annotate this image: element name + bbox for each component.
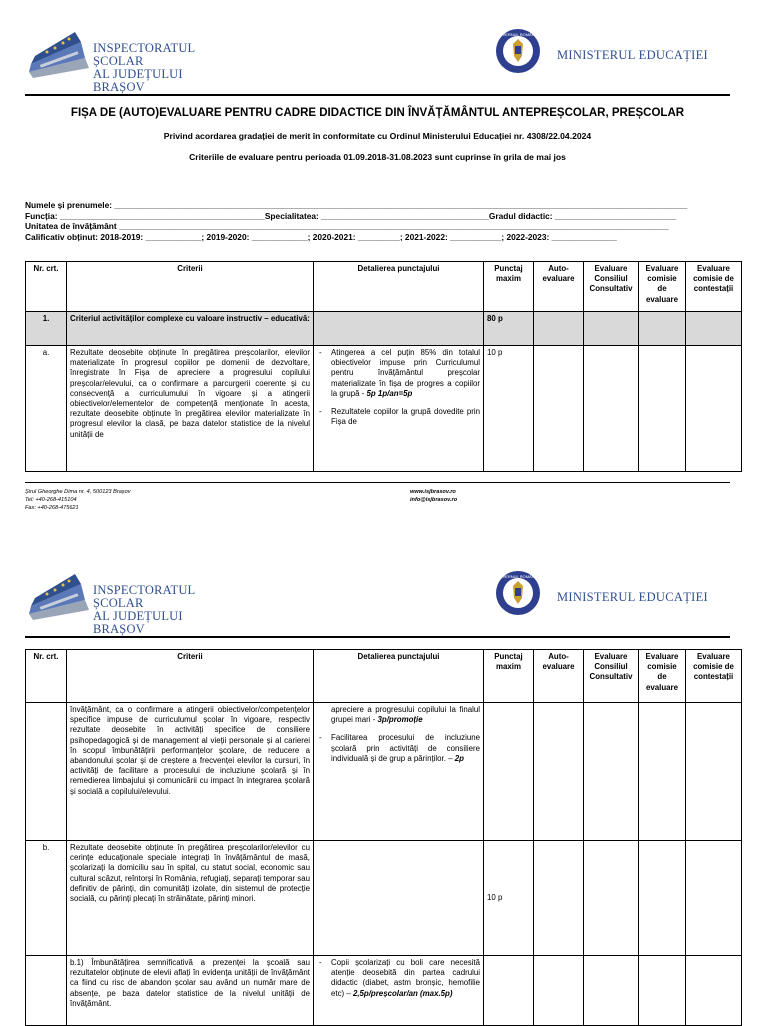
rowa-criteria: Rezultate deosebite obținute în pregătirea preșcolarilor, elevilor materializate în progresul copiilor pe domenii de dezvoltare, înregistrate în Fișa de apreciere a progresului copilului preșcolar/elevului, ca o confirmare a parcurgerii coerente și cu consecvență a curriculumului în vigoare și a atingerii obiectivelor/elementelor de competență menționate în acesta, rezultate deosebite obținute în pregătirea elevilor materializate în progresul elevilor la clasă, pe baza datelor statistice de la nivelul unității de	[67, 346, 314, 472]
table-row-b	[26, 841, 742, 956]
field-unit[interactable]: Unitatea de învățământ ______________________________________________________________________________________________________________________	[25, 221, 669, 231]
rowa-appeal[interactable]	[686, 346, 742, 472]
col-criteria: Criterii	[67, 262, 314, 312]
title-block	[25, 107, 730, 162]
rowa-detail3-points: 2p	[454, 753, 464, 763]
col-detail: Detalierea punctajului	[314, 262, 484, 312]
row1-council[interactable]	[584, 312, 639, 346]
rowa-max: 10 p	[484, 346, 534, 472]
col-appeal: Evaluare comisie de contestații	[686, 262, 742, 312]
row1-committee[interactable]	[639, 312, 686, 346]
rowa-cont-council[interactable]	[584, 703, 639, 841]
table-row-a-cont	[26, 703, 742, 841]
rowa-cont-criteria: învățământ, ca o confirmare a atingerii obiectivelor/competențelor specifice impuse de curriculumul școlar în vigoare, respectiv rezultate deosebite în activități specifice de consiliere psihopedagogică și de management al vieții personale și al carierei în scopul îmbunătățirii performanțelor școlare, de reducere a abandonului școlar și de creștere a frecvenței elevilor la cursuri, în activități de facilitare a procesului de incluziune școlară și în remedierea limbajului și comunicării cu impact în integrarea școlară și socială a copilului/elevului.	[67, 703, 314, 841]
col-detail: Detalierea punctajului	[314, 650, 484, 703]
criteria-table-p1	[25, 261, 742, 472]
rowb-appeal[interactable]	[686, 841, 742, 956]
rowb1-detail-points: 2,5p/preșcolar/an (max.5p)	[352, 988, 453, 998]
page-2	[0, 560, 768, 1024]
col-self: Auto-evaluare	[534, 650, 584, 703]
table-row-1	[26, 312, 742, 346]
rowa-cont-detail-text: apreciere a progresului copilului la finalul grupei mari -	[331, 705, 480, 725]
rowb-criteria: Rezultate deosebite obținute în pregătirea preșcolarilor/elevilor cu cerințe educaționale speciale integrați în învățământul de masă, școlarizați la domiciliu sau în spital, cu statut social, economic sau cultural scăzut, reîntorși în România, refugiați, separați temporar sau definitiv de părinți, din comunități izolate, din sistemul de protecție socială, cu părinți plecați în străinătate, părinți minori.	[67, 841, 314, 956]
row1-self[interactable]	[534, 312, 584, 346]
rowa-detail-item1	[317, 348, 480, 399]
rowb-max: 10 p	[484, 841, 534, 956]
identification-fields	[25, 200, 735, 242]
rowb1-detail	[314, 956, 484, 1026]
isj-name-line2: AL JUDEȚULUI BRAȘOV	[93, 67, 183, 94]
footer-fax: Fax: +40-268-475621	[25, 505, 79, 511]
seal-text: GUVERNUL ROMÂNIEI	[496, 574, 540, 579]
isj-name	[93, 42, 215, 94]
rowa-committee[interactable]	[639, 346, 686, 472]
col-council: Evaluare Consiliul Consultativ	[584, 650, 639, 703]
rowa-detail-item2: - Rezultatele copiilor la grupă dovedite prin Fișa de	[317, 407, 480, 427]
rowa-detail1-text: Atingerea a cel puțin 85% din totalul obiectivelor impuse prin Curriculumul pentru învățământul preșcolar materializate în fișa de progres a copiilor la grupă -	[331, 348, 480, 398]
table-row-a	[26, 346, 742, 472]
rowa-cont-detail	[314, 703, 484, 841]
rowa-cont-detail-item3	[317, 733, 480, 764]
rowa-nr: a.	[26, 346, 67, 472]
col-max: Punctaj maxim	[484, 650, 534, 703]
rowb1-self[interactable]	[534, 956, 584, 1026]
rowa-cont-detail-points: 3p/promoție	[377, 715, 423, 725]
isj-emblem-icon	[25, 28, 93, 78]
rowb1-council[interactable]	[584, 956, 639, 1026]
criteria-table-p2	[25, 649, 742, 1026]
rowb-council[interactable]	[584, 841, 639, 956]
rowb1-detail-item	[317, 958, 480, 999]
ministry-name-p2: MINISTERUL EDUCAȚIEI	[557, 590, 709, 604]
ministry-logo	[495, 28, 730, 80]
letterhead	[25, 28, 730, 98]
rowa-cont-committee[interactable]	[639, 703, 686, 841]
row1-criteria: Criteriul activităților complexe cu valoare instructiv – educativă:	[67, 312, 314, 346]
row1-nr: 1.	[26, 312, 67, 346]
rowa-detail	[314, 346, 484, 472]
col-council: Evaluare Consiliul Consultativ	[584, 262, 639, 312]
form-period: Criteriile de evaluare pentru perioada 01.09.2018-31.08.2023 sunt cuprinse în grila de mai jos	[189, 152, 566, 162]
rowb-committee[interactable]	[639, 841, 686, 956]
form-title: FIȘA DE (AUTO)EVALUARE PENTRU CADRE DIDACTICE DIN ÎNVĂȚĂMÂNTUL ANTEPREȘCOLAR, PREȘCOLAR	[70, 107, 685, 119]
isj-name-line1: INSPECTORATUL ȘCOLAR	[93, 41, 195, 68]
rowa-council[interactable]	[584, 346, 639, 472]
footer-address: Șirul Gheorghe Dima nr. 4, 500123 Brașov	[25, 489, 131, 495]
rowb-self[interactable]	[534, 841, 584, 956]
table-header-row-p2	[26, 650, 742, 703]
rowa-cont-self[interactable]	[534, 703, 584, 841]
ministry-name: MINISTERUL EDUCAȚIEI	[557, 48, 709, 62]
col-appeal: Evaluare comisie de contestații	[686, 650, 742, 703]
row1-appeal[interactable]	[686, 312, 742, 346]
col-nr: Nr. crt.	[26, 650, 67, 703]
page-footer	[25, 482, 730, 511]
rowb1-appeal[interactable]	[686, 956, 742, 1026]
rowb-detail	[314, 841, 484, 956]
table-row-b1	[26, 956, 742, 1026]
rowa-cont-detail-item	[317, 705, 480, 725]
isj-logo	[25, 28, 215, 94]
rowa-detail3-text: Facilitarea procesului de incluziune școlară prin activități de consiliere individuală și de grup a părinților. –	[331, 733, 480, 763]
ministry-logo-p2	[495, 570, 730, 622]
footer-email-link[interactable]: info@isjbrasov.ro	[410, 497, 458, 503]
field-function[interactable]: Funcția: ____________________________________________Specialitatea: ____________________________________Gradul didactic: __________________________	[25, 210, 677, 221]
rowa-detail1-points: 5p 1p/an=5p	[366, 388, 413, 398]
row1-max: 80 p	[484, 312, 534, 346]
letterhead-p2	[25, 570, 730, 640]
rowb1-nr	[26, 956, 67, 1026]
government-seal-icon	[495, 570, 541, 616]
rowb-nr: b.	[26, 841, 67, 956]
rowa-cont-nr	[26, 703, 67, 841]
isj-name-line2: AL JUDEȚULUI BRAȘOV	[93, 609, 183, 636]
rowb1-committee[interactable]	[639, 956, 686, 1026]
col-max: Punctaj maxim	[484, 262, 534, 312]
isj-logo-p2	[25, 570, 215, 636]
header-rule-p2	[25, 636, 730, 638]
rowb1-criteria: b.1) Îmbunătățirea semnificativă a prezenței la școală sau rezultatelor obținute de elevii aflați în evidența unității de învățământ ca fiind cu risc de abandon școlar sau având un număr mare de absențe, pe baza datelor statistice de la nivelul unității de învățământ.	[67, 956, 314, 1026]
col-committee: Evaluare comisie de evaluare	[639, 650, 686, 703]
isj-name-p2	[93, 584, 215, 636]
isj-name-line1: INSPECTORATUL ȘCOLAR	[93, 583, 195, 610]
col-nr: Nr. crt.	[26, 262, 67, 312]
field-rating[interactable]: Calificativ obținut: 2018-2019: ____________; 2019-2020: ____________; 2020-2021: _________; 2021-2022: ___________; 2022-2023: ______________	[25, 231, 617, 242]
row1-detail	[314, 312, 484, 346]
seal-text: GUVERNUL ROMÂNIEI	[496, 32, 540, 37]
rowb1-max	[484, 956, 534, 1026]
field-name[interactable]: Numele și prenumele: ___________________________________________________________________________________________________________________________	[25, 200, 688, 210]
footer-contact	[25, 488, 131, 512]
col-criteria: Criterii	[67, 650, 314, 703]
form-subtitle: Privind acordarea gradației de merit în conformitate cu Ordinul Ministerului Educației nr. 4308/22.04.2024	[163, 131, 592, 141]
col-self: Auto-evaluare	[534, 262, 584, 312]
table-header-row	[26, 262, 742, 312]
government-seal-icon	[495, 28, 541, 74]
rowa-self[interactable]	[534, 346, 584, 472]
header-rule	[25, 94, 730, 96]
footer-tel: Tel: +40-268-415104	[25, 497, 77, 503]
footer-web	[410, 488, 457, 504]
col-committee: Evaluare comisie de evaluare	[639, 262, 686, 312]
rowb1-detail-text: Copii școlarizați cu boli care necesită atenție deosebită din partea cadrului didactic (diabet, astm bronșic, hemofilie etc) –	[331, 958, 480, 998]
isj-emblem-icon	[25, 570, 93, 620]
footer-website-link[interactable]: www.isjbrasov.ro	[410, 489, 456, 495]
rowa-cont-max	[484, 703, 534, 841]
rowa-cont-appeal[interactable]	[686, 703, 742, 841]
